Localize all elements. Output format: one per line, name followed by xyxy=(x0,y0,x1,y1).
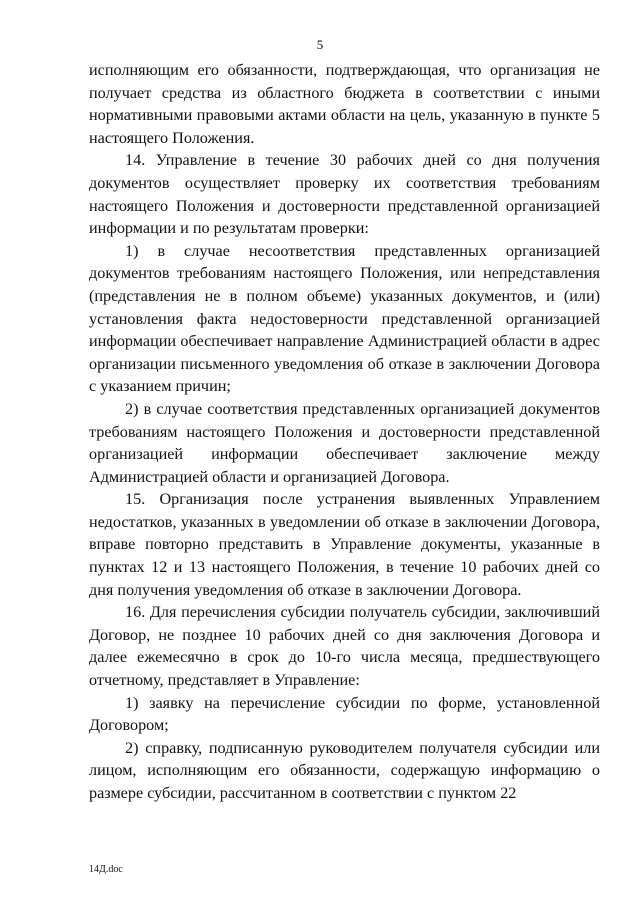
paragraph-continuation: исполняющим его обязанности, подтверждающая, что организация не получает средства из областного бюджета в соответствии с иными нормативными правовыми актами области на цель, указанную в пункте 5 настоящего Положения. xyxy=(89,61,600,147)
paragraph-clause-14-item-1: 1) в случае несоответствия представленных организацией документов требованиям настоящего Положения, или непредставления (представления не в полном объеме) указанных документов, и (или) установления факта недостоверности представленной организацией информации обеспечивает направление Администрацией области в адрес организации письменного уведомления об отказе в заключении Договора с указанием причин; xyxy=(89,241,600,396)
page-number: 5 xyxy=(316,37,324,52)
paragraph-clause-16: 16. Для перечисления субсидии получатель субсидии, заключивший Договор, не позднее 10 рабочих дней со дня заключения Договора и далее ежемесячно в срок до 10-го числа месяца, предшествующего отчетному, представляет в Управление: xyxy=(89,603,600,690)
paragraph-clause-14-item-2: 2) в случае соответствия представленных организацией документов требованиям настоящего Положения и достоверности представленной организацией информации обеспечивает заключение между Администрацией области и организацией Договора. xyxy=(89,399,600,486)
paragraph-clause-16-item-2: 2) справку, подписанную руководителем получателя субсидии или лицом, исполняющим его обязанности, содержащую информацию о размере субсидии, рассчитанном в соответствии с пунктом 22 xyxy=(89,738,600,802)
paragraph-clause-14: 14. Управление в течение 30 рабочих дней со дня получения документов осуществляет проверку их соответствия требованиям настоящего Положения и достоверности представленной организацией информации и по результатам проверки: xyxy=(89,151,600,238)
paragraph-clause-16-item-1: 1) заявку на перечисление субсидии по форме, установленной Договором; xyxy=(89,693,600,735)
footer-filename: 14Д.doc xyxy=(89,864,123,875)
document-body xyxy=(89,59,600,805)
paragraph-clause-15: 15. Организация после устранения выявленных Управлением недостатков, указанных в уведомлении об отказе в заключении Договора, вправе повторно представить в Управление документы, указанные в пунктах 12 и 13 настоящего Положения, в течение 10 рабочих дней со дня получения уведомления об отказе в заключении Договора. xyxy=(89,490,600,599)
